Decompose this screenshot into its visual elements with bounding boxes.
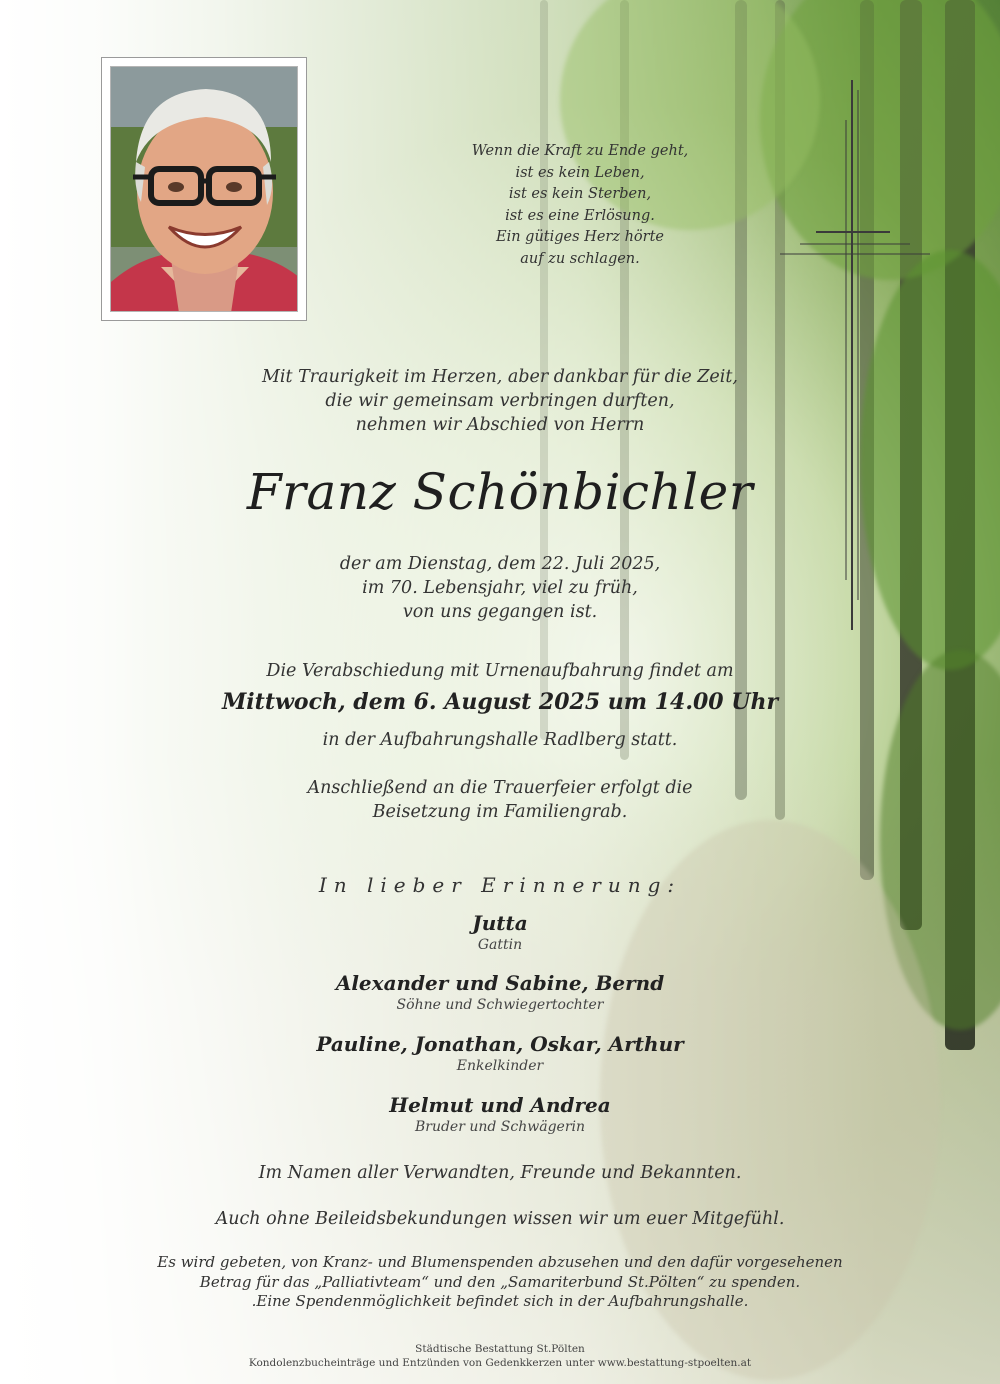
footer-website-note: Kondolenzbucheinträge und Entzünden von Gedenkkerzen unter www.bestattung-stpoelten.at	[248, 1357, 752, 1369]
mourner-relation: Söhne und Schwiegertochter	[396, 997, 604, 1013]
mourner-relation: Bruder und Schwägerin	[414, 1119, 586, 1135]
burial-note	[180, 776, 820, 824]
poem-line: ist es kein Sterben,	[508, 186, 652, 203]
mourner-name: Helmut und Andrea	[389, 1093, 611, 1117]
intro-text	[180, 365, 820, 437]
footer-organization: Städtische Bestattung St.Pölten	[415, 1343, 585, 1355]
burial-line: Anschließend an die Trauerfeier erfolgt die	[307, 778, 693, 798]
ceremony-intro: Die Verabschiedung mit Urnenaufbahrung findet am	[266, 661, 734, 681]
portrait-illustration	[111, 67, 298, 312]
burial-line: Beisetzung im Familiengrab.	[372, 802, 628, 822]
relatives-line: Im Namen aller Verwandten, Freunde und Bekannten.	[258, 1163, 742, 1183]
mourner-relation: Gattin	[477, 937, 523, 953]
donation-line: Betrag für das „Palliativteam“ und den „Samariterbund St.Pölten“ zu spenden.	[199, 1272, 801, 1291]
mourner-name: Pauline, Jonathan, Oskar, Arthur	[316, 1032, 684, 1056]
ceremony-venue: in der Aufbahrungshalle Radlberg statt.	[322, 730, 678, 750]
poem-line: Ein gütiges Herz hörte	[496, 229, 664, 246]
poem-line: ist es kein Leben,	[515, 164, 645, 181]
death-notice-line: im 70. Lebensjahr, viel zu früh,	[362, 578, 638, 598]
poem-line: ist es eine Erlösung.	[505, 207, 655, 224]
footer	[200, 1342, 800, 1370]
death-notice-line: von uns gegangen ist.	[402, 602, 598, 622]
mourner-name: Alexander und Sabine, Bernd	[335, 971, 665, 995]
memory-heading: In lieber Erinnerung:	[318, 873, 682, 897]
mourner-entry	[180, 970, 820, 1014]
ceremony-date: Mittwoch, dem 6. August 2025 um 14.00 Uhr	[221, 689, 779, 715]
mourner-relation: Enkelkinder	[456, 1058, 544, 1074]
mourner-entry	[180, 910, 820, 954]
donation-line: .Eine Spendenmöglichkeit befindet sich in der Aufbahrungshalle.	[251, 1292, 749, 1310]
intro-line: nehmen wir Abschied von Herrn	[355, 415, 645, 435]
portrait-photo	[110, 66, 298, 312]
poem-line: Wenn die Kraft zu Ende geht,	[471, 143, 689, 159]
poem-line: auf zu schlagen.	[520, 250, 640, 267]
mourner-name: Jutta	[472, 911, 528, 935]
death-notice	[180, 552, 820, 624]
poem	[400, 141, 760, 271]
mourner-entry	[180, 1092, 820, 1136]
donation-line: Es wird gebeten, von Kranz- und Blumenspenden abzusehen und den dafür vorgesehenen	[157, 1253, 843, 1271]
intro-line: Mit Traurigkeit im Herzen, aber dankbar für die Zeit,	[262, 367, 738, 387]
death-notice-line: der am Dienstag, dem 22. Juli 2025,	[339, 554, 661, 574]
portrait-frame	[101, 57, 307, 321]
deceased-name: Franz Schönbichler	[246, 463, 754, 521]
condolences-line: Auch ohne Beileidsbekundungen wissen wir um euer Mitgefühl.	[215, 1209, 785, 1229]
intro-line: die wir gemeinsam verbringen durften,	[325, 391, 675, 411]
mourner-entry	[180, 1031, 820, 1075]
donation-note	[150, 1253, 850, 1312]
